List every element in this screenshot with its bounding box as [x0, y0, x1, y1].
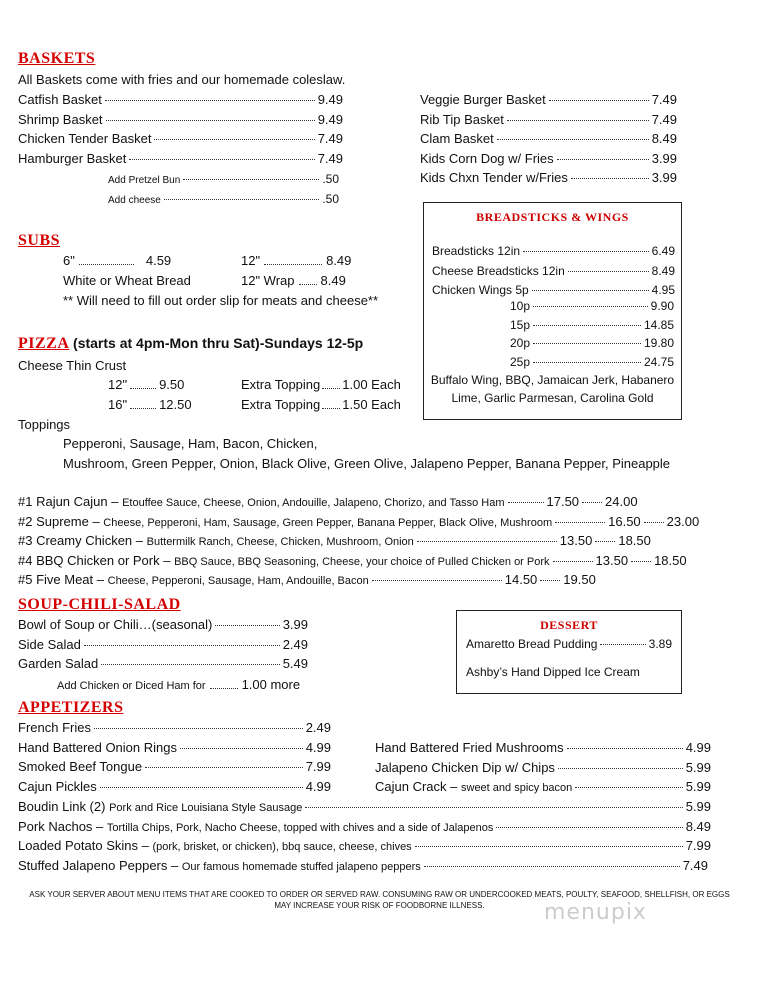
specialty-item: #1 Rajun Cajun – Etouffee Sauce, Cheese, Onion, Andouille, Jalapeno, Chorizo, and Tasso Ham 17.50 24.00: [18, 494, 638, 509]
menu-item: Cheese Breadsticks 12in 8.49: [432, 263, 675, 278]
baskets-note: All Baskets come with fries and our homemade coleslaw.: [18, 72, 346, 87]
baskets-heading: BASKETS: [18, 50, 96, 67]
menu-item: Kids Corn Dog w/ Fries 3.99: [420, 150, 677, 166]
wing-item: 15p 14.85: [510, 317, 674, 332]
pizza-size-12: 12" 9.50: [108, 377, 185, 392]
soup-addon: Add Chicken or Diced Ham for 1.00 more: [57, 677, 301, 692]
appetizers-heading: APPETIZERS: [18, 699, 124, 716]
wing-item: 10p 9.90: [510, 299, 674, 313]
baskets-right-list: [420, 92, 677, 190]
subs-bread: White or Wheat Bread: [63, 273, 191, 288]
wing-item: 20p 19.80: [510, 336, 674, 350]
menu-item: Shrimp Basket 9.49: [18, 111, 343, 127]
menu-item: Bowl of Soup or Chili…(seasonal) 3.99: [18, 617, 308, 632]
breadsticks-heading: BREADSTICKS & WINGS: [476, 210, 629, 224]
menu-item: Catfish Basket 9.49: [18, 92, 343, 107]
pizza-topping-12: Extra Topping 1.00 Each: [241, 377, 401, 392]
soup-heading: SOUP-CHILI-SALAD: [18, 596, 181, 613]
dessert-heading: DESSERT: [540, 618, 598, 632]
specialty-item: #3 Creamy Chicken – Buttermilk Ranch, Cheese, Chicken, Mushroom, Onion 13.50 18.50: [18, 533, 651, 548]
toppings-line-1: Pepperoni, Sausage, Ham, Bacon, Chicken,: [63, 436, 318, 451]
menu-item: Boudin Link (2) Pork and Rice Louisiana Style Sausage 5.99: [18, 799, 711, 814]
menu-item: Side Salad 2.49: [18, 636, 308, 652]
pizza-heading-line: [18, 335, 363, 353]
appetizers-right-list: [375, 740, 711, 799]
dessert-box: [456, 610, 682, 694]
subs-heading: SUBS: [18, 232, 61, 249]
disclaimer: ASK YOUR SERVER ABOUT MENU ITEMS THAT ARE COOKED TO ORDER OR SERVED RAW. CONSUMING RAW OR UNDERCOOKED MEATS, POULTY, SEAFOOD, SHELLFISH, OR EGGS MAY INCREASE YOUR RISK OF FOODBORNE ILLNESS.: [29, 890, 730, 910]
pizza-heading: PIZZA: [18, 335, 70, 352]
specialty-item: #5 Five Meat – Cheese, Pepperoni, Sausage, Ham, Andouille, Bacon 14.50 19.50: [18, 572, 596, 587]
wings-list: [510, 299, 674, 373]
dessert-item-1: Amaretto Bread Pudding 3.89: [466, 637, 672, 651]
subs-wrap: 12" Wrap 8.49: [241, 273, 346, 288]
addon-item: Add cheese .50: [108, 191, 339, 206]
pizza-topping-16: Extra Topping 1.50 Each: [241, 397, 401, 412]
menu-item: Hand Battered Onion Rings 4.99: [18, 739, 331, 755]
menu-item: Chicken Wings 5p 4.95: [432, 283, 675, 297]
breadsticks-wings-box: [423, 202, 682, 420]
menupix-watermark: menupix: [544, 900, 647, 925]
menu-item: Rib Tip Basket 7.49: [420, 111, 677, 127]
subs-six-inch: 6" 4.59: [63, 253, 172, 268]
menu-item: Hand Battered Fried Mushrooms 4.99: [375, 740, 711, 755]
menu-item: Loaded Potato Skins – (pork, brisket, or chicken), bbq sauce, cheese, chives 7.99: [18, 838, 711, 854]
menu-item: Garden Salad 5.49: [18, 656, 308, 671]
dessert-item-2: Ashby’s Hand Dipped Ice Cream: [466, 665, 640, 679]
addon-item: Add Pretzel Bun .50: [108, 172, 339, 186]
menu-item: Hamburger Basket 7.49: [18, 150, 343, 166]
menu-item: Breadsticks 12in 6.49: [432, 244, 675, 258]
baskets-left-list: [18, 92, 343, 170]
menu-item: Cajun Pickles 4.99: [18, 779, 331, 795]
baskets-addons: [108, 172, 339, 211]
menu-item: Cajun Crack – sweet and spicy bacon 5.99: [375, 779, 711, 795]
menu-item: Veggie Burger Basket 7.49: [420, 92, 677, 107]
pizza-size-16: 16" 12.50: [108, 397, 192, 412]
menu-item: Jalapeno Chicken Dip w/ Chips 5.99: [375, 759, 711, 775]
appetizers-full-list: [18, 799, 711, 878]
menu-item: Smoked Beef Tongue 7.99: [18, 759, 331, 775]
toppings-label: Toppings: [18, 417, 71, 432]
menu-item: Clam Basket 8.49: [420, 131, 677, 146]
breadsticks-list: [432, 244, 675, 303]
menu-item: Kids Chxn Tender w/Fries 3.99: [420, 170, 677, 185]
menu-item: Stuffed Jalapeno Peppers – Our famous homemade stuffed jalapeno peppers 7.49: [18, 858, 708, 874]
pizza-crust: Cheese Thin Crust: [18, 358, 127, 373]
specialty-item: #4 BBQ Chicken or Pork – BBQ Sauce, BBQ Seasoning, Cheese, your choice of Pulled Chicken or Pork 13.50 18.50: [18, 552, 687, 568]
wing-item: 25p 24.75: [510, 354, 674, 369]
toppings-line-2: Mushroom, Green Pepper, Onion, Black Olive, Green Olive, Jalapeno Pepper, Banana Pepper, Pineapple: [63, 456, 671, 471]
subs-twelve-inch: 12" 8.49: [241, 253, 352, 268]
appetizers-left-list: [18, 720, 331, 799]
menu-item: Pork Nachos – Tortilla Chips, Pork, Nacho Cheese, topped with chives and a side of Jalapenos 8.49: [18, 818, 711, 834]
wing-flavors: Buffalo Wing, BBQ, Jamaican Jerk, Habanero Lime, Garlic Parmesan, Carolina Gold: [430, 373, 675, 405]
specialty-pizzas: [18, 494, 712, 592]
pizza-hours: (starts at 4pm-Mon thru Sat)-Sundays 12-5p: [73, 335, 364, 351]
soup-list: [18, 617, 308, 676]
menu-item: Chicken Tender Basket 7.49: [18, 131, 343, 146]
specialty-item: #2 Supreme – Cheese, Pepperoni, Ham, Sausage, Green Pepper, Banana Pepper, Black Olive, Mushroom 16.50 23.00: [18, 513, 700, 529]
menu-item: French Fries 2.49: [18, 720, 331, 735]
subs-note: ** Will need to fill out order slip for meats and cheese**: [63, 293, 379, 308]
